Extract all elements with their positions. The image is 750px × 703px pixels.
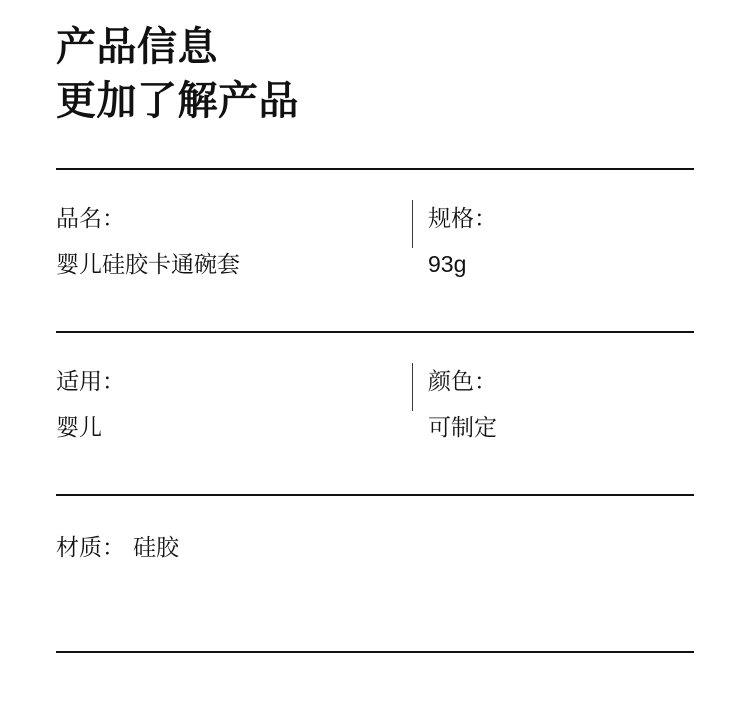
spec-value: 93g: [428, 251, 467, 277]
spec-cell-product-name: [56, 203, 412, 331]
applicable-value: 婴儿: [56, 414, 102, 440]
spec-cell-color: [412, 366, 694, 494]
color-label: 颜色：: [428, 368, 497, 394]
column-divider: [412, 363, 413, 411]
page-header: [56, 0, 694, 128]
material-label: 材质：: [56, 534, 125, 560]
material-value: 硅胶: [133, 534, 179, 560]
product-name-value: 婴儿硅胶卡通碗套: [56, 251, 240, 277]
material-row: [56, 496, 694, 651]
spec-row-use-color: [56, 333, 694, 494]
divider-bottom: [56, 651, 694, 653]
spec-label: 规格：: [428, 205, 497, 231]
column-divider: [412, 200, 413, 248]
color-value: 可制定: [428, 414, 497, 440]
spec-row-name-weight: [56, 170, 694, 331]
spec-cell-applicable: [56, 366, 412, 494]
page-subtitle: 更加了解产品: [56, 79, 299, 123]
applicable-label: 适用：: [56, 368, 125, 394]
page-title: 产品信息: [56, 25, 218, 69]
spec-cell-spec: [412, 203, 694, 331]
product-name-label: 品名：: [56, 205, 125, 231]
